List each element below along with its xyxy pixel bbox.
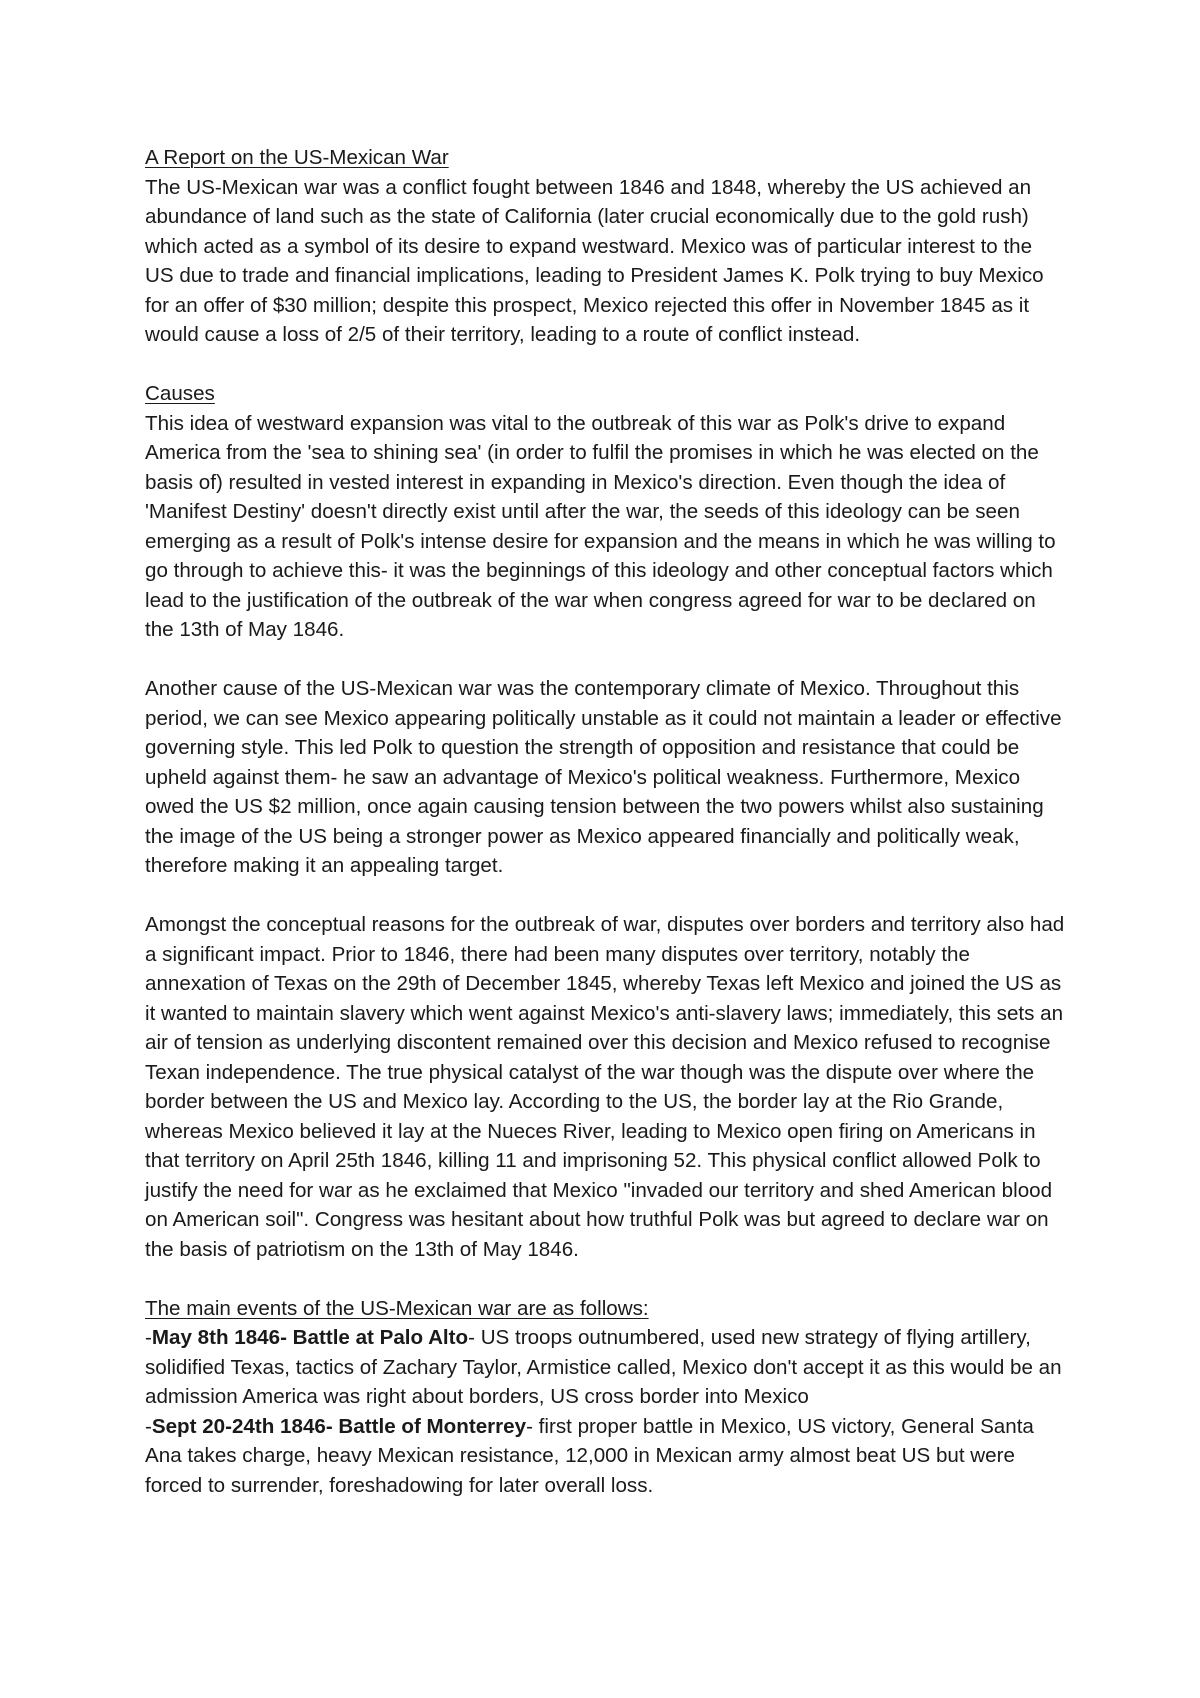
paragraph-spacer xyxy=(145,645,1065,675)
causes-paragraph-1: This idea of westward expansion was vital to the outbreak of this war as Polk's drive to expand America from the 'sea to shining sea' (in order to fulfil the promises in which he was elected on the basis of) resulted in vested interest in expanding in Mexico's direction. Even though the idea of 'Manifest Destiny' doesn't directly exist until after the war, the seeds of this ideology can be seen emerging as a result of Polk's intense desire for expansion and the means in which he was willing to go through to achieve this- it was the beginnings of this ideology and other conceptual factors which lead to the justification of the outbreak of the war when congress agreed for war to be declared on the 13th of May 1846. xyxy=(145,411,1056,641)
causes-paragraph-2: Another cause of the US-Mexican war was the contemporary climate of Mexico. Throughout this period, we can see Mexico appearing politically unstable as it could not maintain a leader or effective governing style. This led Polk to question the strength of opposition and resistance that could be upheld against them- he saw an advantage of Mexico's political weakness. Furthermore, Mexico owed the US $2 million, once again causing tension between the two powers whilst also sustaining the image of the US being a stronger power as Mexico appeared financially and politically weak, therefore making it an appealing target. xyxy=(145,677,1062,877)
paragraph-spacer xyxy=(145,350,1065,380)
causes-paragraph-3: Amongst the conceptual reasons for the outbreak of war, disputes over borders and territory also had a significant impact. Prior to 1846, there had been many disputes over territory, notably the annexation of Texas on the 29th of December 1845, whereby Texas left Mexico and joined the US as it wanted to maintain slavery which went against Mexico's anti-slavery laws; immediately, this sets an air of tension as underlying discontent remained over this decision and Mexico refused to recognise Texan independence. The true physical catalyst of the war though was the dispute over where the border between the US and Mexico lay. According to the US, the border lay at the Rio Grande, whereas Mexico believed it lay at the Nueces River, leading to Mexico open firing on Americans in that territory on April 25th 1846, killing 11 and imprisoning 52. This physical conflict allowed Polk to justify the need for war as he exclaimed that Mexico "invaded our territory and shed American blood on American soil". Congress was hesitant about how truthful Polk was but agreed to declare war on the basis of patriotism on the 13th of May 1846. xyxy=(145,913,1065,1261)
report-title: A Report on the US-Mexican War xyxy=(145,146,449,169)
event-item xyxy=(145,1323,1065,1412)
paragraph-spacer xyxy=(145,881,1065,911)
paragraph-spacer xyxy=(145,1264,1065,1294)
event-dash: - xyxy=(145,1326,152,1349)
event-dash: - xyxy=(145,1414,152,1438)
event-description: - US troops outnumbered, used new strategy of flying artillery, solidified Texas, tactics of Zachary Taylor, Armistice called, Mexico don't accept it as this would be an admission America was right about borders, US cross border into Mexico xyxy=(145,1326,1062,1408)
document-page xyxy=(145,143,1065,1500)
intro-paragraph: The US-Mexican war was a conflict fought between 1846 and 1848, whereby the US achieved an abundance of land such as the state of California (later crucial economically due to the gold rush) which acted as a symbol of its desire to expand westward. Mexico was of particular interest to the US due to trade and financial implications, leading to President James K. Polk trying to buy Mexico for an offer of $30 million; despite this prospect, Mexico rejected this offer in November 1845 as it would cause a loss of 2/5 of their territory, leading to a route of conflict instead. xyxy=(145,175,1044,346)
event-title: May 8th 1846- Battle at Palo Alto xyxy=(151,1326,469,1349)
event-item xyxy=(145,1412,1065,1501)
event-title: Sept 20-24th 1846- Battle of Monterrey xyxy=(151,1414,527,1438)
event-description: - first proper battle in Mexico, US victory, General Santa Ana takes charge, heavy Mexican resistance, 12,000 in Mexican army almost beat US but were forced to surrender, foreshadowing for later overall loss. xyxy=(145,1414,1034,1497)
events-heading: The main events of the US-Mexican war are as follows: xyxy=(145,1296,649,1320)
causes-heading: Causes xyxy=(145,382,215,405)
